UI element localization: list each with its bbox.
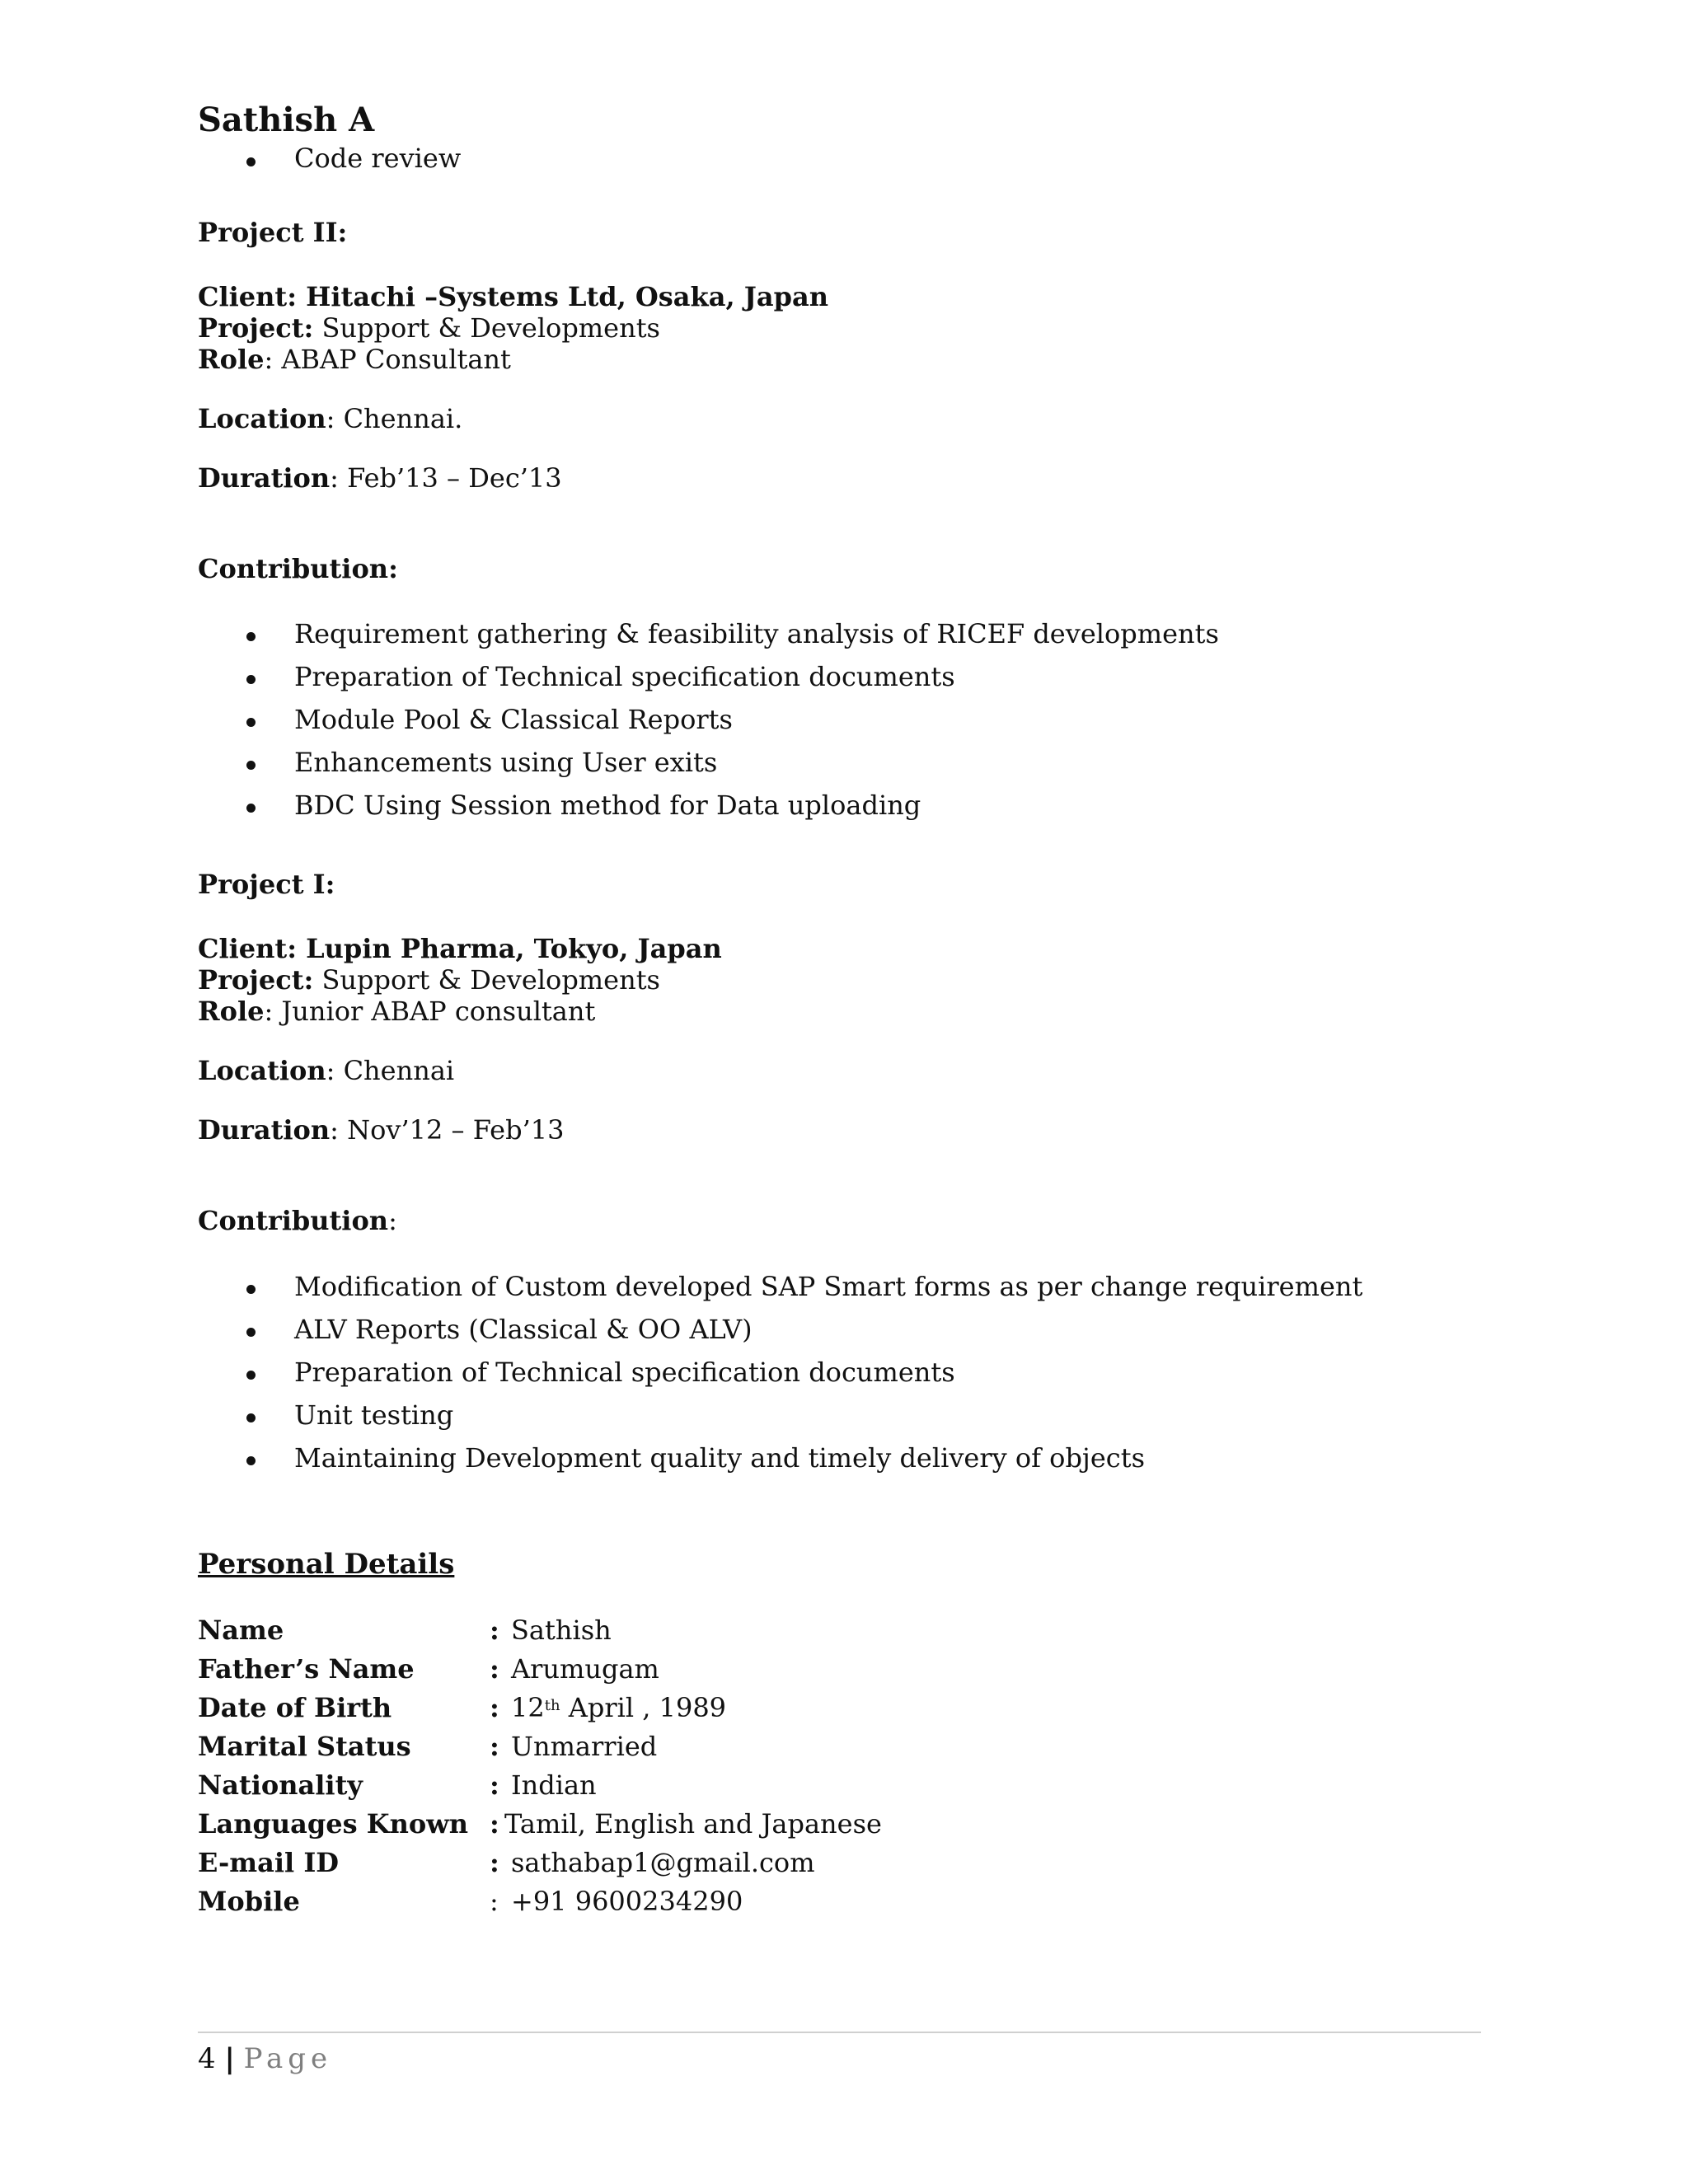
project-2-bullet-1: Requirement gathering & feasibility analysis of RICEF developments bbox=[294, 618, 1219, 649]
contribution-label: Contribution bbox=[198, 1205, 389, 1236]
page-number: 4 bbox=[198, 2042, 216, 2075]
project-2-bullet-5: BDC Using Session method for Data uploading bbox=[294, 790, 921, 821]
personal-label-languages: Languages Known bbox=[198, 1808, 468, 1840]
bullet-dot bbox=[246, 157, 256, 166]
bullet-dot bbox=[246, 1371, 256, 1380]
personal-value-mobile: +91 9600234290 bbox=[511, 1886, 743, 1917]
personal-value-nationality: Indian bbox=[511, 1769, 597, 1801]
duration-label: Duration bbox=[198, 462, 331, 494]
page-word: Page bbox=[243, 2042, 333, 2075]
personal-label-dob: Date of Birth bbox=[198, 1692, 392, 1723]
project-2-bullet-3: Module Pool & Classical Reports bbox=[294, 704, 733, 735]
personal-value-dob bbox=[511, 1691, 726, 1724]
project-value: Support & Developments bbox=[313, 312, 660, 344]
role-label: Role bbox=[198, 344, 265, 375]
project-2-bullet-2: Preparation of Technical specification documents bbox=[294, 661, 955, 692]
location-value: : Chennai. bbox=[326, 403, 463, 434]
personal-colon: : bbox=[490, 1692, 499, 1723]
bullet-dot bbox=[246, 1328, 256, 1337]
project-2-role-line bbox=[198, 343, 511, 376]
project-1-bullet-3: Preparation of Technical specification documents bbox=[294, 1357, 955, 1388]
personal-details-title: Personal Details bbox=[198, 1548, 455, 1581]
personal-label-marital-status: Marital Status bbox=[198, 1731, 411, 1762]
project-1-role-line bbox=[198, 995, 595, 1028]
personal-colon: : bbox=[490, 1615, 499, 1646]
location-label: Location bbox=[198, 1055, 326, 1086]
location-value: : Chennai bbox=[326, 1055, 455, 1086]
project-1-project-line bbox=[198, 963, 660, 996]
duration-value: : Feb’13 – Dec’13 bbox=[330, 462, 562, 494]
project-label: Project: bbox=[198, 312, 314, 344]
project-1-bullet-2: ALV Reports (Classical & OO ALV) bbox=[294, 1314, 753, 1345]
dob-day: 12 bbox=[511, 1692, 545, 1723]
personal-label-mobile: Mobile bbox=[198, 1886, 300, 1917]
project-1-location-line bbox=[198, 1054, 454, 1087]
bullet-dot bbox=[246, 632, 256, 641]
duration-value: : Nov’12 – Feb’13 bbox=[330, 1114, 565, 1146]
bullet-dot bbox=[246, 718, 256, 727]
bullet-dot bbox=[246, 1413, 256, 1422]
personal-colon: : bbox=[490, 1808, 499, 1840]
bullet-dot bbox=[246, 761, 256, 770]
personal-colon: : bbox=[490, 1847, 499, 1878]
page-separator: | bbox=[224, 2042, 235, 2075]
project-2-heading: Project II: bbox=[198, 217, 348, 248]
project-2-client: Client: Hitachi –Systems Ltd, Osaka, Japan bbox=[198, 281, 828, 312]
personal-colon: : bbox=[490, 1731, 499, 1762]
project-1-bullet-4: Unit testing bbox=[294, 1399, 454, 1431]
location-label: Location bbox=[198, 403, 326, 434]
footer-divider bbox=[198, 2032, 1481, 2033]
project-1-bullet-5: Maintaining Development quality and timely delivery of objects bbox=[294, 1442, 1145, 1474]
personal-label-nationality: Nationality bbox=[198, 1769, 363, 1801]
personal-value-marital-status: Unmarried bbox=[511, 1731, 658, 1762]
project-2-duration-line bbox=[198, 462, 562, 494]
project-1-duration-line bbox=[198, 1113, 564, 1146]
project-1-contribution-heading bbox=[198, 1204, 397, 1237]
bullet-dot bbox=[246, 1456, 256, 1465]
intro-bullet-code-review: Code review bbox=[294, 143, 462, 174]
project-label: Project: bbox=[198, 964, 314, 996]
personal-value-languages: Tamil, English and Japanese bbox=[504, 1808, 882, 1840]
role-value: : Junior ABAP consultant bbox=[264, 996, 596, 1027]
page-footer bbox=[198, 2041, 332, 2077]
project-value: Support & Developments bbox=[313, 964, 660, 996]
project-1-bullet-1: Modification of Custom developed SAP Smart forms as per change requirement bbox=[294, 1271, 1363, 1302]
project-2-location-line bbox=[198, 402, 462, 435]
duration-label: Duration bbox=[198, 1114, 331, 1146]
bullet-dot bbox=[246, 1285, 256, 1294]
contribution-label: Contribution: bbox=[198, 553, 398, 584]
bullet-dot bbox=[246, 675, 256, 684]
personal-label-name: Name bbox=[198, 1615, 284, 1646]
bullet-dot bbox=[246, 804, 256, 813]
personal-value-name: Sathish bbox=[511, 1615, 612, 1646]
personal-colon: : bbox=[490, 1886, 499, 1917]
project-2-contribution-heading bbox=[198, 552, 398, 585]
project-2-bullet-4: Enhancements using User exits bbox=[294, 747, 718, 778]
personal-value-email: sathabap1@gmail.com bbox=[511, 1847, 815, 1878]
personal-value-fathers-name: Arumugam bbox=[511, 1653, 659, 1685]
role-label: Role bbox=[198, 996, 265, 1027]
role-value: : ABAP Consultant bbox=[264, 344, 511, 375]
personal-colon: : bbox=[490, 1769, 499, 1801]
dob-month-year: April , 1989 bbox=[560, 1692, 727, 1723]
personal-label-email: E-mail ID bbox=[198, 1847, 340, 1878]
project-1-heading: Project I: bbox=[198, 869, 335, 900]
project-1-client: Client: Lupin Pharma, Tokyo, Japan bbox=[198, 933, 722, 964]
dob-ordinal-suffix: th bbox=[544, 1697, 560, 1714]
personal-label-fathers-name: Father’s Name bbox=[198, 1653, 415, 1685]
contribution-tail: : bbox=[388, 1205, 397, 1236]
candidate-name: Sathish A bbox=[198, 101, 375, 139]
personal-colon: : bbox=[490, 1653, 499, 1685]
project-2-project-line bbox=[198, 312, 660, 344]
